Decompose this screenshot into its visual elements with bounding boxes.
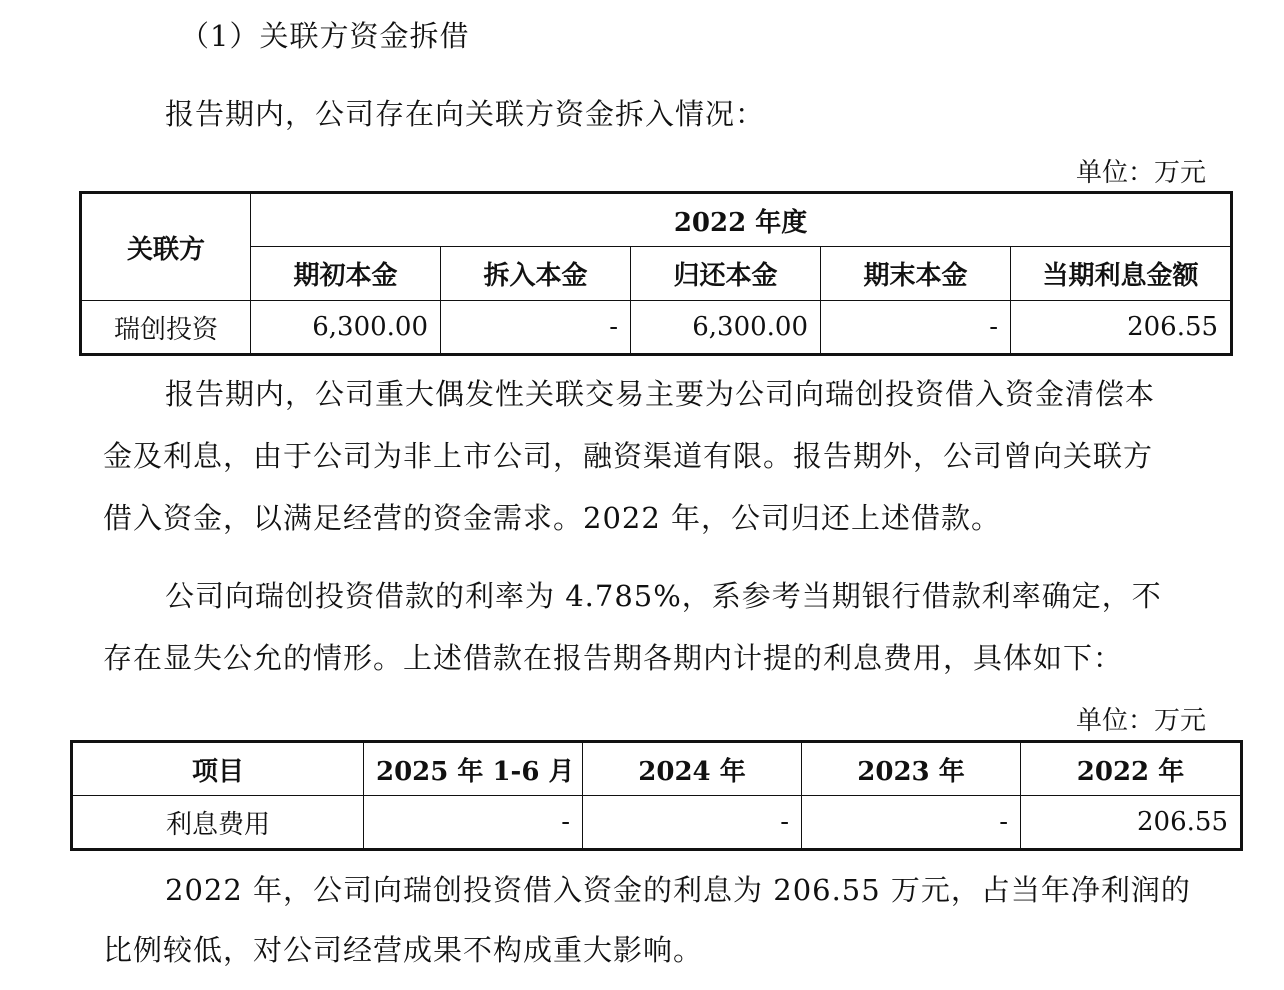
- header-period: 2022 年: [1021, 742, 1242, 796]
- header-interest-amount: 当期利息金额: [1011, 247, 1232, 301]
- paragraph-line: 报告期内，公司重大偶发性关联交易主要为公司向瑞创投资借入资金清偿本: [165, 377, 1156, 411]
- value-cell: 206.55: [1011, 301, 1232, 355]
- header-related-party: 关联方: [81, 193, 251, 301]
- header-repaid-principal: 归还本金: [631, 247, 821, 301]
- value-cell: -: [364, 796, 583, 850]
- table-row: [81, 301, 1232, 355]
- value-cell: -: [583, 796, 802, 850]
- paragraph-line: 比例较低，对公司经营成果不构成重大影响。: [103, 933, 704, 967]
- paragraph-line: 借入资金，以满足经营的资金需求。2022 年，公司归还上述借款。: [103, 501, 1002, 535]
- header-year: 2022 年度: [251, 193, 1232, 247]
- header-borrowed-principal: 拆入本金: [441, 247, 631, 301]
- interest-expense-table: [70, 740, 1243, 851]
- header-period: 2024 年: [583, 742, 802, 796]
- paragraph-line: 2022 年，公司向瑞创投资借入资金的利息为 206.55 万元，占当年净利润的: [165, 873, 1191, 907]
- value-cell: 6,300.00: [251, 301, 441, 355]
- party-name-cell: 瑞创投资: [81, 301, 251, 355]
- value-cell: 206.55: [1021, 796, 1242, 850]
- header-opening-principal: 期初本金: [251, 247, 441, 301]
- related-party-loan-table: [79, 191, 1233, 356]
- header-closing-principal: 期末本金: [821, 247, 1011, 301]
- paragraph-line: 公司向瑞创投资借款的利率为 4.785%，系参考当期银行借款利率确定，不: [165, 579, 1162, 613]
- header-period: 2025 年 1-6 月: [364, 742, 583, 796]
- value-cell: 6,300.00: [631, 301, 821, 355]
- paragraph-line: 存在显失公允的情形。上述借款在报告期各期内计提的利息费用，具体如下：: [103, 641, 1124, 675]
- paragraph-line: 金及利息，由于公司为非上市公司，融资渠道有限。报告期外，公司曾向关联方: [103, 439, 1154, 473]
- table-row: [72, 796, 1242, 850]
- section-title: （1）关联方资金拆借: [180, 19, 470, 53]
- header-period: 2023 年: [802, 742, 1021, 796]
- value-cell: -: [821, 301, 1011, 355]
- item-name-cell: 利息费用: [72, 796, 364, 850]
- intro-text: 报告期内，公司存在向关联方资金拆入情况：: [165, 97, 766, 131]
- value-cell: -: [441, 301, 631, 355]
- header-item: 项目: [72, 742, 364, 796]
- unit-label: 单位：万元: [1075, 706, 1206, 736]
- value-cell: -: [802, 796, 1021, 850]
- unit-label: 单位：万元: [1075, 158, 1206, 188]
